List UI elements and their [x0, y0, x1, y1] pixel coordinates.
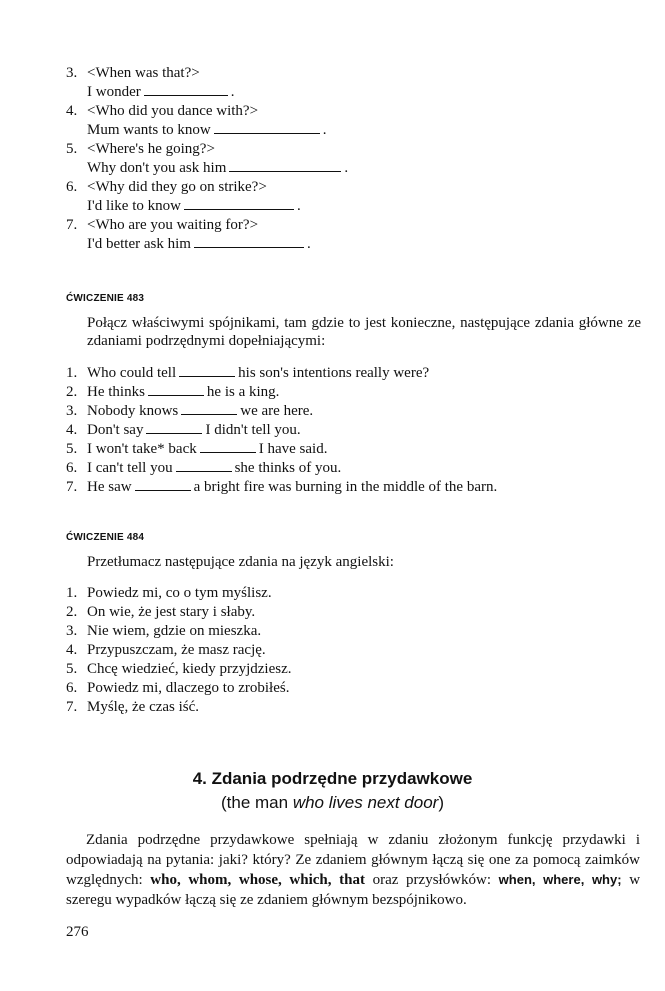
answer-blank[interactable] — [229, 159, 341, 172]
item-number: 6. — [66, 179, 78, 195]
exercise-instruction: Przetłumacz następujące zdania na język angielski: — [87, 554, 394, 570]
subtitle-example: who lives next door — [292, 793, 439, 812]
keyword-whom: whom, — [188, 872, 232, 888]
section-title: 4. Zdania podrzędne przydawkowe — [192, 769, 473, 788]
item-lead: Mum wants to know — [87, 122, 211, 138]
item-number: 7. — [66, 699, 78, 715]
item-main: Nobody knows — [87, 403, 179, 419]
answer-blank[interactable] — [179, 364, 235, 377]
answer-blank[interactable] — [200, 440, 256, 453]
item-end: . — [322, 122, 327, 138]
exercise-title: ĆWICZENIE 484 — [66, 532, 145, 543]
item-question: <Why did they go on strike?> — [87, 179, 267, 195]
item-text: Powiedz mi, co o tym myślisz. — [87, 585, 272, 601]
keyword-when: when, — [498, 872, 536, 887]
answer-blank[interactable] — [176, 459, 232, 472]
paragraph-text: w szeregu wypadków łączą się ze zdaniem głównym bezspójnikowo. — [66, 872, 641, 908]
item-number: 7. — [66, 217, 78, 233]
item-number: 5. — [66, 141, 78, 157]
item-number: 3. — [66, 65, 78, 81]
top-item-7-answer — [87, 235, 311, 253]
item-number: 4. — [66, 642, 78, 658]
answer-blank[interactable] — [148, 383, 204, 396]
top-item-3-answer — [87, 83, 234, 101]
keyword-why: why; — [591, 872, 622, 887]
item-question: <Where's he going?> — [87, 141, 215, 157]
answer-blank[interactable] — [135, 478, 191, 491]
item-question: <Who are you waiting for?> — [87, 217, 259, 233]
page-number: 276 — [66, 924, 89, 940]
keyword-who: who, — [150, 872, 181, 888]
exercise-title: ĆWICZENIE 483 — [66, 293, 145, 304]
body-paragraph — [66, 830, 640, 910]
subtitle-close: ) — [438, 793, 445, 812]
item-subordinate: a bright fire was burning in the middle of the barn. — [193, 479, 498, 495]
item-number: 5. — [66, 441, 78, 457]
item-number: 4. — [66, 103, 78, 119]
item-text: Przypuszczam, że masz rację. — [87, 642, 266, 658]
item-number: 3. — [66, 403, 78, 419]
item-number: 6. — [66, 680, 78, 696]
paragraph-text: Zdania podrzędne przydawkowe spełniają w zdaniu złożonym funkcję przydawki i odpowiadają na pytania: jaki? który? Ze zdaniem głównym łączą się one za pomocą zaimków względnych: — [66, 832, 640, 888]
answer-blank[interactable] — [146, 421, 202, 434]
item-lead: I'd like to know — [87, 198, 181, 214]
item-main: I won't take* back — [87, 441, 197, 457]
keyword-whose: whose, — [238, 872, 282, 888]
item-number: 3. — [66, 623, 78, 639]
item-main: Who could tell — [87, 365, 177, 381]
item-question: <When was that?> — [87, 65, 200, 81]
item-main: He saw — [87, 479, 132, 495]
answer-blank[interactable] — [194, 235, 304, 248]
item-number: 2. — [66, 604, 78, 620]
answer-blank[interactable] — [181, 402, 237, 415]
item-main: I can't tell you — [87, 460, 173, 476]
item-subordinate: he is a king. — [206, 384, 280, 400]
item-main: He thinks — [87, 384, 145, 400]
item-lead: Why don't you ask him — [87, 160, 227, 176]
item-number: 6. — [66, 460, 78, 476]
item-number: 2. — [66, 384, 78, 400]
item-text: On wie, że jest stary i słaby. — [87, 604, 256, 620]
item-subordinate: I have said. — [258, 441, 328, 457]
section-subtitle — [0, 793, 665, 813]
keyword-that: that — [339, 872, 365, 888]
top-item-4-answer — [87, 121, 327, 139]
item-question: <Who did you dance with?> — [87, 103, 259, 119]
item-end: . — [306, 236, 311, 252]
top-item-5-answer — [87, 159, 348, 177]
item-number: 1. — [66, 365, 78, 381]
item-text: Powiedz mi, dlaczego to zrobiłeś. — [87, 680, 290, 696]
keyword-where: where, — [543, 872, 585, 887]
item-text: Myślę, że czas iść. — [87, 699, 200, 715]
item-subordinate: I didn't tell you. — [205, 422, 301, 438]
answer-blank[interactable] — [184, 197, 294, 210]
paragraph-text: oraz przysłówków: — [372, 872, 492, 888]
item-subordinate: she thinks of you. — [234, 460, 342, 476]
keyword-which: which, — [289, 872, 332, 888]
subtitle-open: (the man — [220, 793, 289, 812]
exercise-instruction: Połącz właściwymi spójnikami, tam gdzie to jest konieczne, następujące zdania główne ze zdaniami podrzędnymi dopełniającymi: — [87, 315, 641, 349]
item-number: 7. — [66, 479, 78, 495]
item-text: Nie wiem, gdzie on mieszka. — [87, 623, 262, 639]
item-end: . — [296, 198, 301, 214]
item-end: . — [230, 84, 235, 100]
item-number: 4. — [66, 422, 78, 438]
item-number: 1. — [66, 585, 78, 601]
item-lead: I wonder — [87, 84, 141, 100]
item-lead: I'd better ask him — [87, 236, 191, 252]
item-subordinate: his son's intentions really were? — [238, 365, 430, 381]
item-text: Chcę wiedzieć, kiedy przyjdziesz. — [87, 661, 292, 677]
top-item-6-answer — [87, 197, 301, 215]
answer-blank[interactable] — [144, 83, 228, 96]
answer-blank[interactable] — [214, 121, 320, 134]
item-main: Don't say — [87, 422, 144, 438]
item-subordinate: we are here. — [240, 403, 314, 419]
item-end: . — [344, 160, 349, 176]
item-number: 5. — [66, 661, 78, 677]
